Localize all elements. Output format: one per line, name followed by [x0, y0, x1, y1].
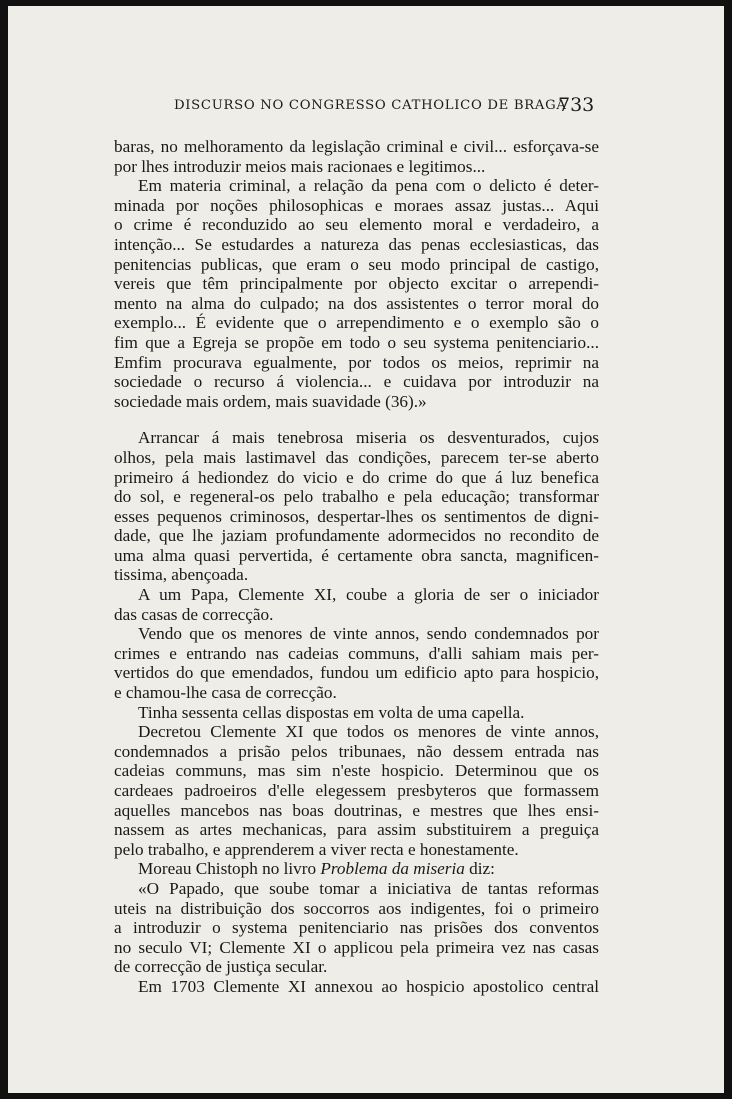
text-segment: diz: [469, 859, 495, 879]
text-segment: Moreau Chistoph no livro [138, 859, 317, 879]
body-text [114, 137, 599, 997]
text-line: crimes e entrando nas cadeias communs, d'alli sahiam mais per- [114, 643, 599, 663]
text-line [114, 859, 599, 879]
text-line: tissima, abençoada. [114, 565, 249, 585]
text-line: pelo trabalho, e apprenderem a viver recta e honestamente. [114, 839, 519, 859]
text-line: Emfim procurava egualmente, por todos os meios, reprimir na [114, 352, 599, 372]
text-line: de correcção de justiça secular. [114, 957, 328, 977]
text-line: a introduzir o systema penitenciario nas prisões dos conventos [114, 918, 599, 938]
text-line: exemplo... É evidente que o arrependimento e o exemplo são o [114, 313, 599, 333]
text-line: mento na alma do culpado; na dos assistentes o terror moral do [114, 293, 599, 313]
text-line: primeiro á hediondez do vicio e do crime do que á luz benefica [114, 467, 599, 487]
book-page [8, 6, 724, 1093]
text-line: Tinha sessenta cellas dispostas em volta de uma capella. [138, 702, 525, 722]
text-line: vertidos do que emendados, fundou um edificio apto para hospicio, [114, 663, 599, 683]
text-line: aquelles mancebos nas boas doutrinas, e mestres que lhes ensi- [114, 800, 599, 820]
page-number: 733 [558, 94, 595, 116]
running-title: DISCURSO NO CONGRESSO CATHOLICO DE BRAGA [174, 98, 567, 113]
text-line: intenção... Se estudardes a natureza das penas ecclesiasticas, das [114, 234, 599, 254]
text-line: sociedade o recurso á violencia... e cuidava por introduzir na [114, 372, 599, 392]
paragraph-gap [114, 411, 599, 428]
text-line: penitencias publicas, que eram o seu modo principal de castigo, [114, 254, 599, 274]
text-line: condemnados a prisão pelos tribunaes, não dessem entrada nas [114, 741, 599, 761]
text-line: e chamou-lhe casa de correcção. [114, 683, 337, 703]
text-line: Vendo que os menores de vinte annos, sendo condemnados por [138, 624, 599, 644]
text-line: o crime é reconduzido ao seu elemento moral e verdadeiro, a [114, 215, 599, 235]
text-line: esses pequenos criminosos, despertar-lhes os sentimentos de digni- [114, 506, 599, 526]
text-line: baras, no melhoramento da legislação criminal e civil... esforçava-se [114, 137, 599, 156]
text-line: Arrancar á mais tenebrosa miseria os desventurados, cujos [138, 428, 599, 448]
text-line: por lhes introduzir meios mais racionaes e legitimos... [114, 156, 486, 176]
text-line: fim que a Egreja se propõe em todo o seu systema penitenciario... [114, 332, 599, 352]
text-line: cardeaes padroeiros d'elle elegessem presbyteros que formassem [114, 781, 599, 800]
text-line: uma alma quasi pervertida, é certamente obra sancta, magnificen- [114, 545, 599, 565]
text-line: no seculo VI; Clemente XI o applicou pela primeira vez nas casas [114, 937, 599, 957]
text-line: dade, que lhe jaziam profundamente adormecidos no recondito de [114, 526, 599, 546]
text-line: vereis que têm principalmente por objecto excitar o arrependi- [114, 274, 599, 294]
text-line: cadeias communs, mas sim n'este hospicio. Determinou que os [114, 761, 599, 781]
page-header [8, 94, 724, 124]
text-line: «O Papado, que soube tomar a iniciativa de tantas reformas [138, 878, 599, 898]
text-line: A um Papa, Clemente XI, coube a gloria de ser o iniciador [138, 585, 599, 605]
text-line: sociedade mais ordem, mais suavidade (36).» [114, 391, 427, 411]
text-line: olhos, pela mais lastimavel das condições, parecem ter-se aberto [114, 447, 599, 467]
text-line: minada por noções philosophicas e moraes assaz justas... Aqui [114, 195, 599, 215]
text-line: das casas de correcção. [114, 604, 274, 624]
text-line: Em 1703 Clemente XI annexou ao hospicio apostolico central [138, 976, 599, 996]
text-line: nassem as artes mechanicas, para assim substituirem a preguiça [114, 820, 599, 840]
text-line: Decretou Clemente XI que todos os menores de vinte annos, [138, 722, 599, 742]
text-line: do sol, e regeneral-os pelo trabalho e pela educação; transformar [114, 487, 599, 507]
text-line: Em materia criminal, a relação da pena com o delicto é deter- [138, 176, 599, 196]
book-title: Problema da miseria [320, 859, 465, 879]
text-line: uteis na distribuição dos soccorros aos indigentes, foi o primeiro [114, 898, 599, 918]
